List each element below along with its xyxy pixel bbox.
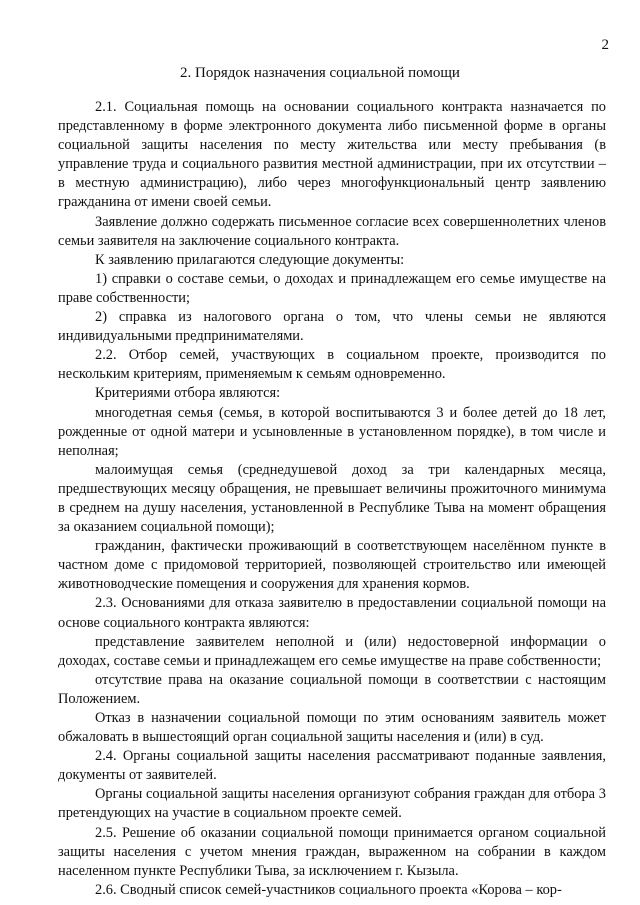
- document-body: [58, 98, 606, 900]
- page-number: 2: [601, 37, 609, 53]
- paragraph-meetings: Органы социальной защиты населения организуют собрания граждан для отбора 3 претендующих на участие в социальном проекте семей.: [58, 786, 606, 822]
- paragraph-refusal-reason-2: отсутствие права на оказание социальной помощи в соответствии с настоящим Положением.: [58, 671, 606, 707]
- paragraph-criterion-low-income: малоимущая семья (среднедушевой доход за три календарных месяца, предшествующих месяцу обращения, не превышает величины прожиточного минимума в среднем на душу населения, установленной в Республике Тыва на момент обращения за оказанием социальной помощи);: [58, 461, 606, 536]
- paragraph-consent: Заявление должно содержать письменное согласие всех совершеннолетних членов семьи заявителя на заключение социального контракта.: [58, 213, 606, 249]
- section-heading: 2. Порядок назначения социальной помощи: [180, 65, 460, 81]
- paragraph-2-2: 2.2. Отбор семей, участвующих в социальном проекте, производится по нескольким критериям, применяемым к семьям одновременно.: [58, 347, 606, 383]
- paragraph-2-1: 2.1. Социальная помощь на основании социального контракта назначается по представленному в форме электронного документа либо письменной форме в органы социальной защиты населения по месту жительства или месту пребывания (в управление труда и социального развития местной администрации, при их отсутствии – в местную администрацию), либо через многофункциональный центр заявлению гражданина от имени своей семьи.: [58, 99, 606, 211]
- paragraph-documents-intro: К заявлению прилагаются следующие документы:: [95, 251, 405, 268]
- paragraph-2-5: 2.5. Решение об оказании социальной помощи принимается органом социальной защиты населения с учетом мнения граждан, выраженном на собрании в каждом населенном пункте Республики Тыва, за исключением г. Кызыла.: [58, 824, 606, 879]
- paragraph-document-1: 1) справки о составе семьи, о доходах и принадлежащем его семье имуществе на праве собственности;: [58, 270, 606, 306]
- paragraph-2-4: 2.4. Органы социальной защиты населения рассматривают поданные заявления, документы от заявителей.: [58, 748, 606, 784]
- paragraph-document-2: 2) справка из налогового органа о том, что члены семьи не являются индивидуальными предпринимателями.: [58, 309, 606, 345]
- paragraph-criteria-intro: Критериями отбора являются:: [95, 385, 281, 402]
- paragraph-2-3: 2.3. Основаниями для отказа заявителю в предоставлении социальной помощи на основе социального контракта являются:: [58, 595, 606, 631]
- paragraph-refusal-reason-1: представление заявителем неполной и (или) недостоверной информации о доходах, составе семьи и принадлежащем его семье имуществе на праве собственности;: [58, 633, 606, 669]
- paragraph-criterion-large-family: многодетная семья (семья, в которой воспитываются 3 и более детей до 18 лет, рожденные от одной матери и усыновленные в установленном порядке), в том числе и неполная;: [58, 404, 606, 459]
- paragraph-appeal: Отказ в назначении социальной помощи по этим основаниям заявитель может обжаловать в вышестоящий орган социальной защиты населения и (или) в суд.: [58, 710, 606, 746]
- paragraph-criterion-private-house: гражданин, фактически проживающий в соответствующем населённом пункте в частном доме с придомовой территорией, позволяющей строительство или имеющей животноводческие помещения и сооружения для хранения кормов.: [58, 538, 606, 593]
- paragraph-2-6: 2.6. Сводный список семей-участников социального проекта «Корова – кор-: [95, 881, 562, 898]
